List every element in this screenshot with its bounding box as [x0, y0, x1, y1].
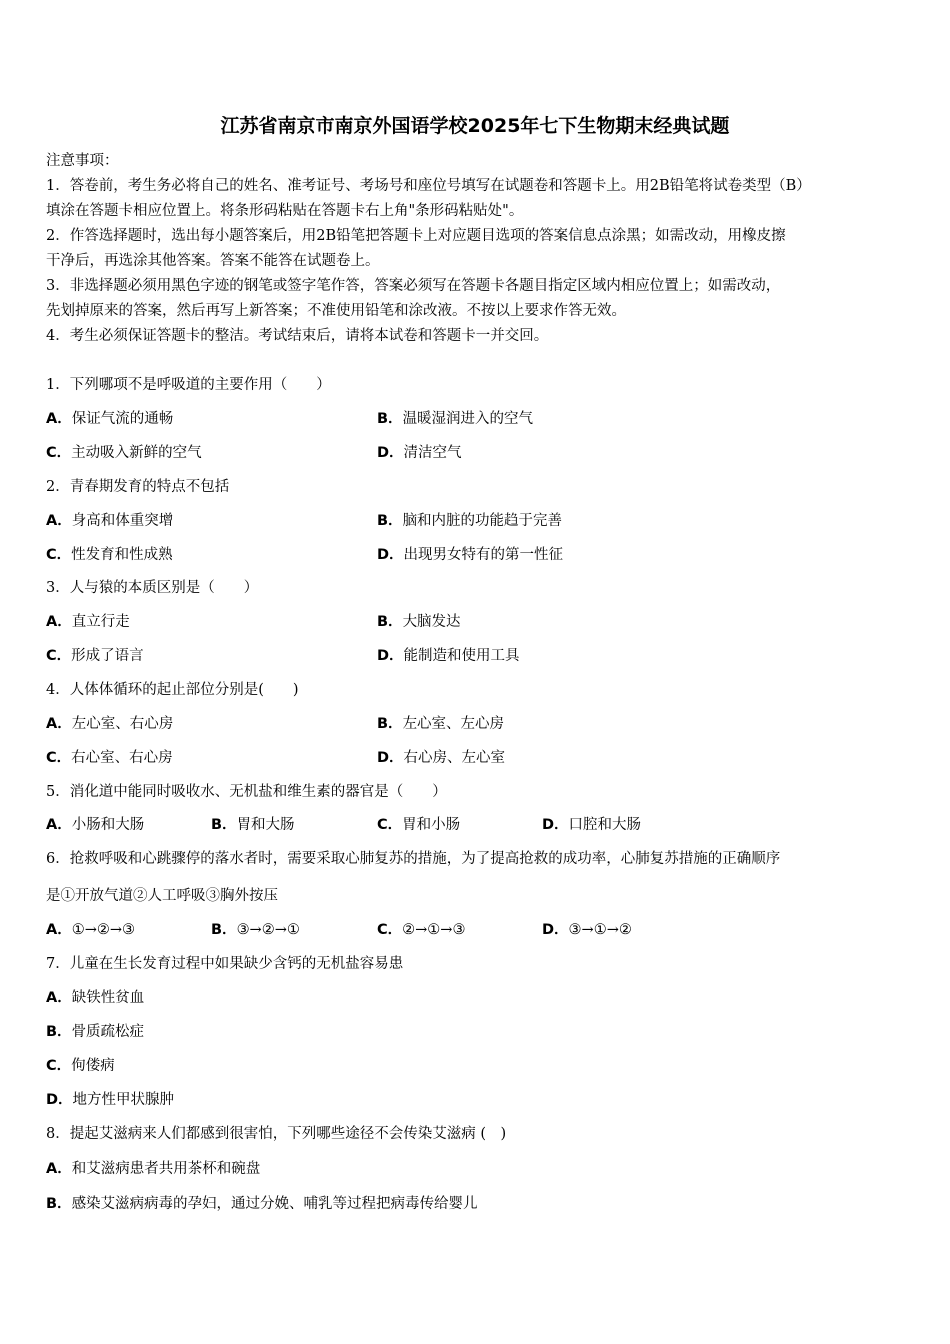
question-5-option-b: B．胃和大肠 — [211, 817, 295, 833]
question-1-option-b: B．温暖湿润进入的空气 — [377, 411, 534, 427]
page-title: 江苏省南京市南京外国语学校2025年七下生物期末经典试题 — [220, 115, 730, 137]
question-7-option-c: C．佝偻病 — [46, 1058, 115, 1074]
question-6-option-b: B．③→②→① — [211, 922, 300, 938]
question-6-option-a: A．①→②→③ — [46, 922, 136, 938]
question-7-option-d: D．地方性甲状腺肿 — [46, 1092, 175, 1108]
question-5-stem: 5．消化道中能同时吸收水、无机盐和维生素的器官是（ ） — [46, 784, 447, 800]
question-6-stem-continued: 是①开放气道②人工呼吸③胸外按压 — [46, 888, 278, 904]
question-8-stem: 8．提起艾滋病来人们都感到很害怕，下列哪些途径不会传染艾滋病 ( ) — [46, 1126, 507, 1142]
notice-heading: 注意事项： — [46, 153, 119, 169]
question-3-option-b: B．大脑发达 — [377, 614, 461, 630]
question-7-option-a: A．缺铁性贫血 — [46, 990, 145, 1006]
notice-line: 干净后，再选涂其他答案。答案不能答在试题卷上。 — [46, 253, 380, 269]
notice-line: 3．非选择题必须用黑色字迹的钢笔或签字笔作答，答案必须写在答题卡各题目指定区域内相应位置上；如需改动， — [46, 278, 781, 294]
question-4-option-b: B．左心室、左心房 — [377, 716, 505, 732]
notice-line: 1．答卷前，考生务必将自己的姓名、准考证号、考场号和座位号填写在试题卷和答题卡上。用2B铅笔将试卷类型（B） — [46, 178, 811, 194]
question-4-option-d: D．右心房、左心室 — [377, 750, 506, 766]
question-4-option-a: A．左心室、右心房 — [46, 716, 174, 732]
question-8-option-a: A．和艾滋病患者共用茶杯和碗盘 — [46, 1161, 261, 1177]
question-4-stem: 4．人体体循环的起止部位分别是( ) — [46, 682, 299, 698]
question-2-option-d: D．出现男女特有的第一性征 — [377, 547, 564, 563]
question-3-option-c: C．形成了语言 — [46, 648, 144, 664]
question-5-option-d: D．口腔和大肠 — [542, 817, 642, 833]
question-6-option-c: C．②→①→③ — [377, 922, 466, 938]
question-5-option-a: A．小肠和大肠 — [46, 817, 145, 833]
question-2-option-b: B．脑和内脏的功能趋于完善 — [377, 513, 563, 529]
question-6-option-d: D．③→①→② — [542, 922, 632, 938]
question-3-option-a: A．直立行走 — [46, 614, 130, 630]
question-1-option-a: A．保证气流的通畅 — [46, 411, 174, 427]
question-2-option-c: C．性发育和性成熟 — [46, 547, 173, 563]
question-8-option-b: B．感染艾滋病病毒的孕妇，通过分娩、哺乳等过程把病毒传给婴儿 — [46, 1196, 478, 1212]
question-3-option-d: D．能制造和使用工具 — [377, 648, 520, 664]
notice-line: 填涂在答题卡相应位置上。将条形码粘贴在答题卡右上角"条形码粘贴处"。 — [46, 203, 524, 219]
question-6-stem: 6．抢救呼吸和心跳骤停的落水者时，需要采取心肺复苏的措施，为了提高抢救的成功率，心肺复苏措施的正确顺序 — [46, 851, 781, 867]
notice-line: 4．考生必须保证答题卡的整洁。考试结束后，请将本试卷和答题卡一并交回。 — [46, 328, 549, 344]
notice-line: 先划掉原来的答案，然后再写上新答案；不准使用铅笔和涂改液。不按以上要求作答无效。 — [46, 303, 626, 319]
notice-line: 2．作答选择题时，选出每小题答案后，用2B铅笔把答题卡上对应题目选项的答案信息点涂黑；如需改动，用橡皮擦 — [46, 228, 786, 244]
question-4-option-c: C．右心室、右心房 — [46, 750, 173, 766]
question-1-stem: 1．下列哪项不是呼吸道的主要作用（ ） — [46, 377, 331, 393]
question-1-option-d: D．清洁空气 — [377, 445, 462, 461]
question-1-option-c: C．主动吸入新鲜的空气 — [46, 445, 202, 461]
question-2-option-a: A．身高和体重突增 — [46, 513, 174, 529]
question-7-option-b: B．骨质疏松症 — [46, 1024, 145, 1040]
question-3-stem: 3．人与猿的本质区别是（ ） — [46, 580, 259, 596]
question-2-stem: 2．青春期发育的特点不包括 — [46, 479, 230, 495]
question-7-stem: 7．儿童在生长发育过程中如果缺少含钙的无机盐容易患 — [46, 956, 404, 972]
question-5-option-c: C．胃和小肠 — [377, 817, 461, 833]
